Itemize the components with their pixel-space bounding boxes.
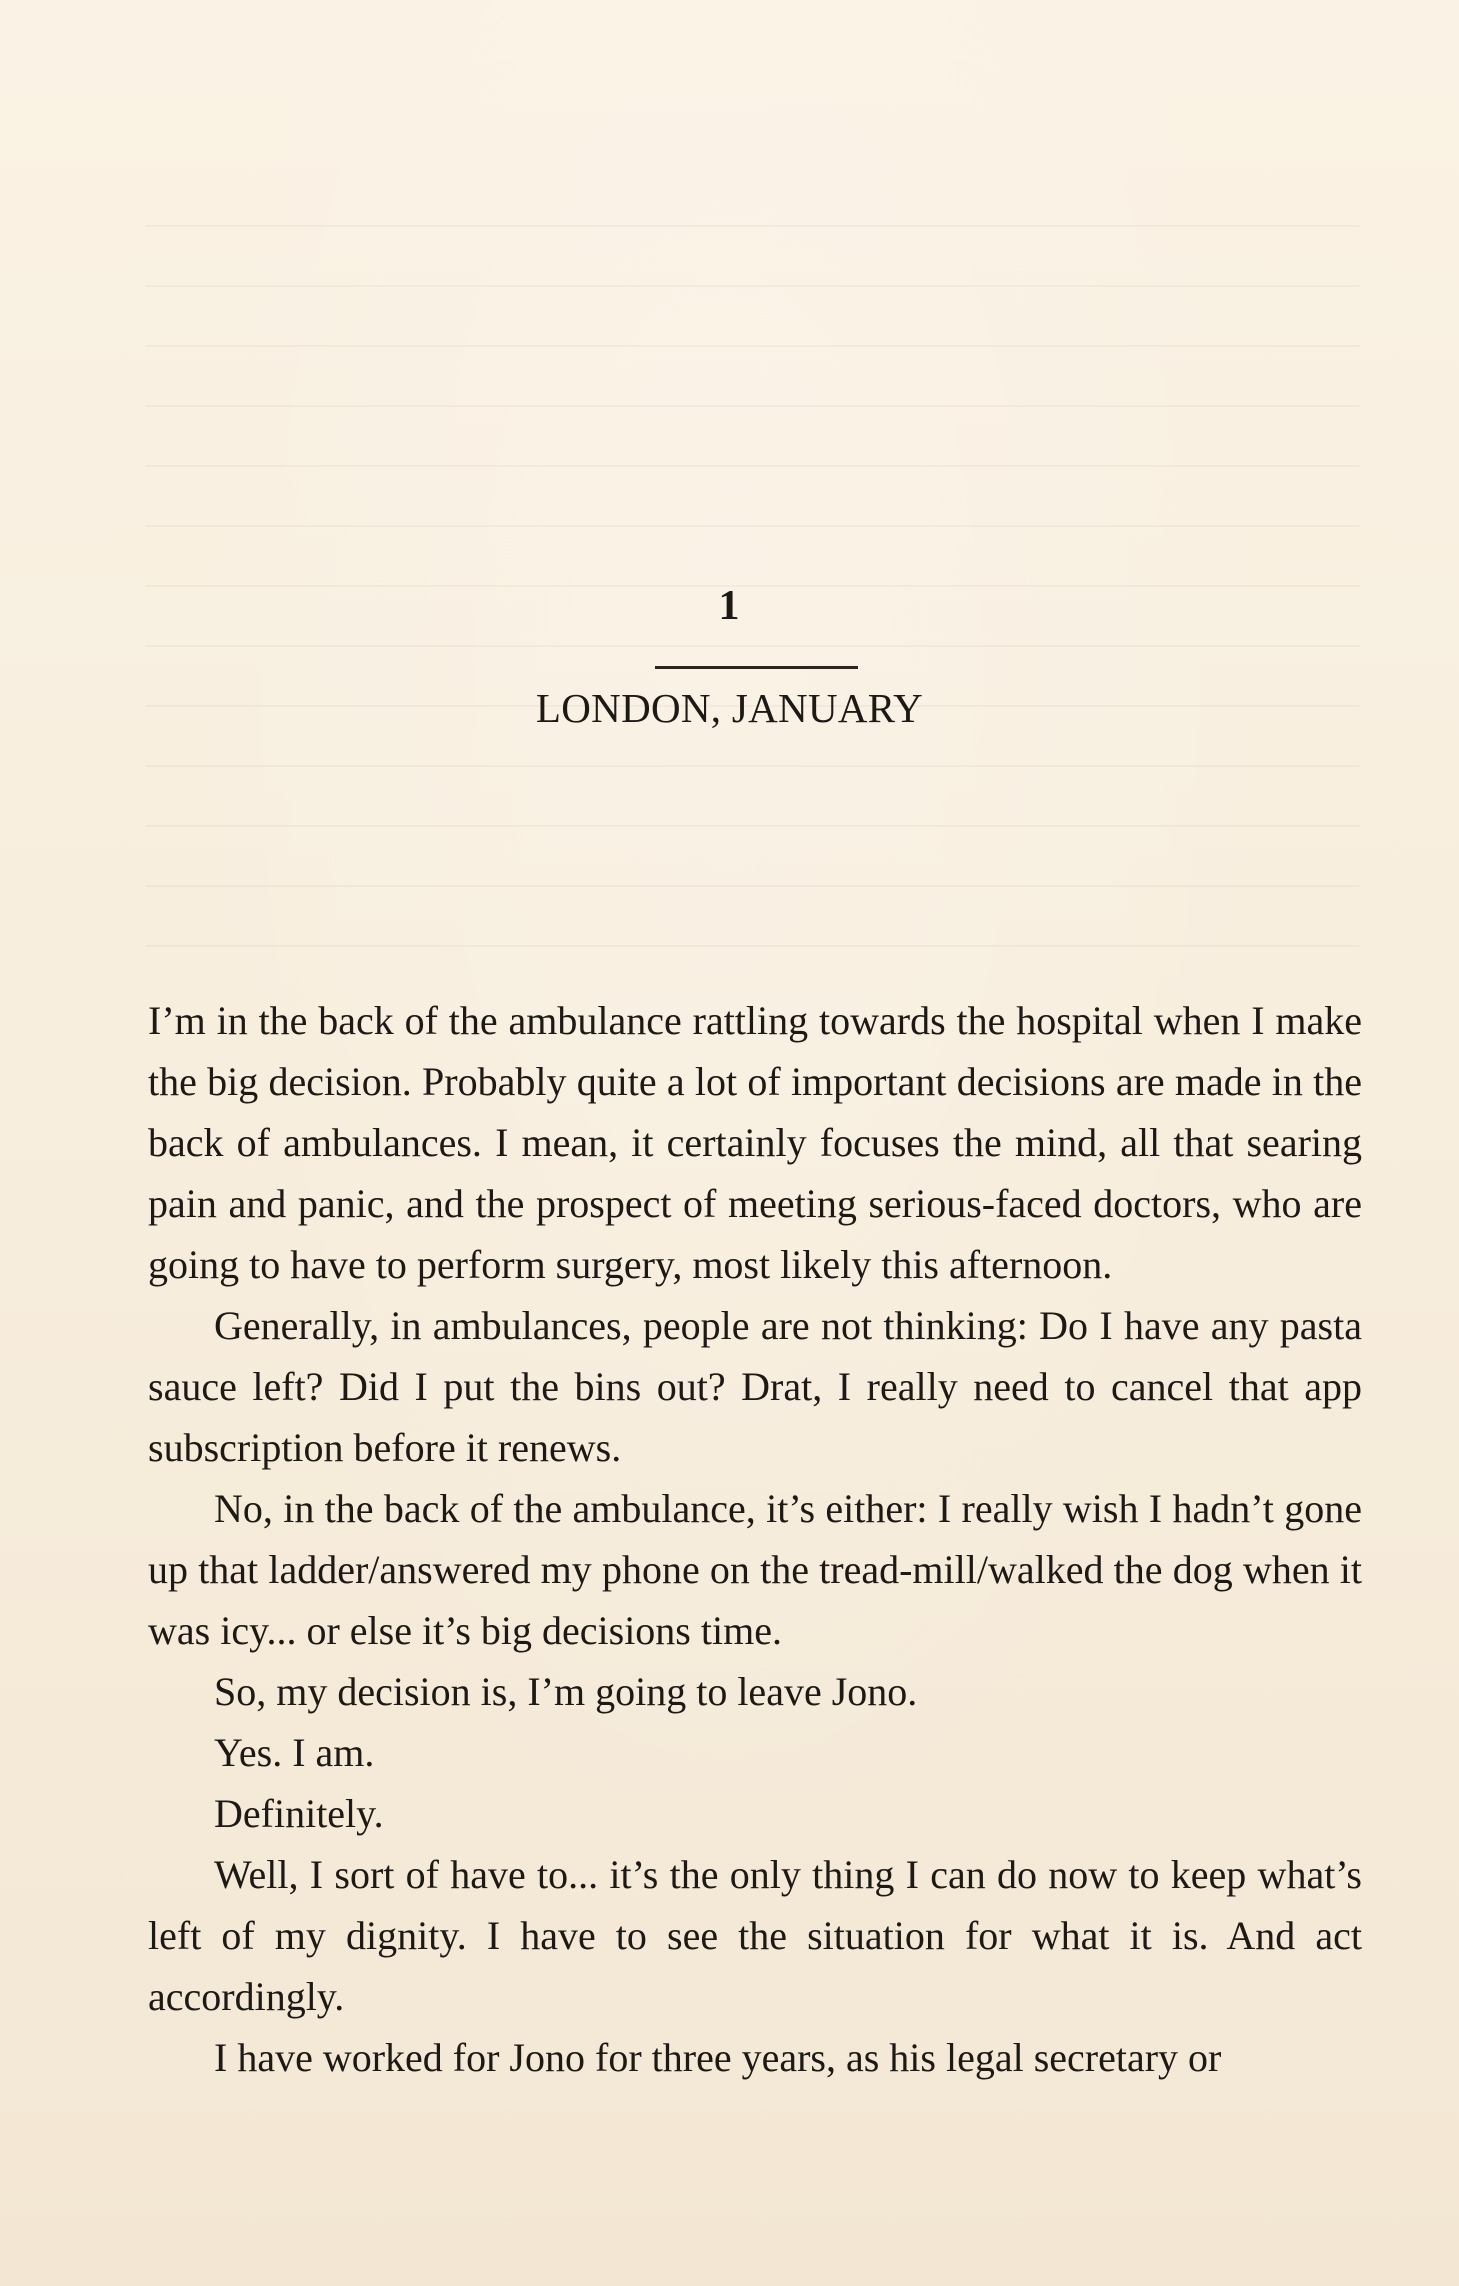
body-text (148, 990, 1362, 2088)
bleed-through-line (145, 405, 1360, 407)
body-paragraph: Definitely. (214, 1791, 384, 1836)
bleed-through-line (145, 825, 1360, 827)
bleed-through-line (145, 885, 1360, 887)
body-paragraph: Generally, in ambulances, people are not thinking: Do I have any pasta sauce left? Did I put the bins out? Drat, I really need to cancel that app subscription before it renews. (148, 1303, 1362, 1470)
body-paragraph: I’m in the back of the ambulance rattling towards the hospital when I make the big decision. Probably quite a lot of important decisions are made in the back of ambulances. I mean, it certainly focuses the mind, all that searing pain and panic, and the prospect of meeting serious-faced doctors, who are going to have to perform surgery, most likely this afternoon. (148, 998, 1362, 1287)
chapter-title: LONDON, JANUARY (535, 685, 924, 731)
bleed-through-line (145, 645, 1360, 647)
bleed-through-line (145, 225, 1360, 227)
body-paragraph: No, in the back of the ambulance, it’s either: I really wish I hadn’t gone up that ladder/answered my phone on the tread-mill/walked the dog when it was icy... or else it’s big decisions time. (148, 1486, 1362, 1653)
body-paragraph: So, my decision is, I’m going to leave Jono. (214, 1669, 918, 1714)
bleed-through-line (145, 465, 1360, 467)
chapter-number: 1 (718, 583, 741, 629)
bleed-through-line (145, 525, 1360, 527)
bleed-through-line (145, 945, 1360, 947)
bleed-through-line (145, 345, 1360, 347)
body-paragraph: I have worked for Jono for three years, as his legal secretary or (214, 2035, 1222, 2080)
bleed-through-line (145, 765, 1360, 767)
chapter-rule (655, 666, 858, 669)
body-paragraph: Yes. I am. (214, 1730, 375, 1775)
bleed-through-line (145, 285, 1360, 287)
body-paragraph: Well, I sort of have to... it’s the only thing I can do now to keep what’s left of my dignity. I have to see the situation for what it is. And act accordingly. (148, 1852, 1362, 2019)
